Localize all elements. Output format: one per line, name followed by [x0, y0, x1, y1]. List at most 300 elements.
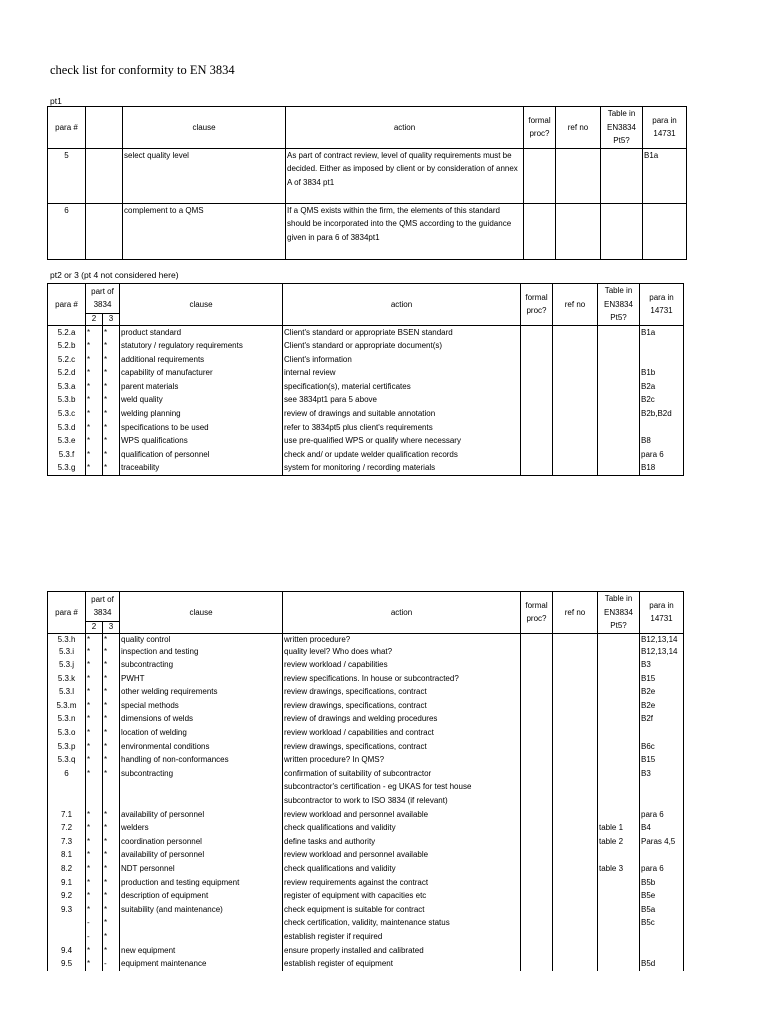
para-in-cell: [643, 203, 687, 259]
table-row: [48, 889, 684, 903]
clause-cell: description of equipment: [120, 889, 283, 903]
table-row: [48, 461, 684, 475]
refno-cell: [553, 448, 598, 462]
formal-cell: [521, 780, 553, 794]
table-ref-cell: [598, 658, 640, 672]
action-cell: subcontractor's certification - eg UKAS for test house: [283, 780, 521, 794]
para-in-cell: B2c: [640, 393, 684, 407]
para-in-cell: [640, 930, 684, 944]
clause-cell: environmental conditions: [120, 740, 283, 754]
formal-cell: [521, 889, 553, 903]
part3-cell: *: [103, 461, 120, 475]
para-cell: 5.3.b: [48, 393, 86, 407]
part2-cell: *: [86, 848, 103, 862]
part3-cell: *: [103, 821, 120, 835]
clause-cell: quality control: [120, 633, 283, 645]
refno-cell: [553, 753, 598, 767]
table-row: [48, 366, 684, 380]
section-label-pt1: pt1: [50, 96, 62, 106]
clause-cell: [120, 916, 283, 930]
refno-cell: [553, 325, 598, 339]
para-in-cell: B2a: [640, 380, 684, 394]
refno-cell: [553, 366, 598, 380]
table-ref-cell: table 2: [598, 835, 640, 849]
table-row: [48, 903, 684, 917]
clause-cell: other welding requirements: [120, 685, 283, 699]
header-part3: 3: [103, 621, 120, 633]
action-cell: If a QMS exists within the firm, the elements of this standard should be incorporated into the QMS according to the guidance given in para 6 of 3834pt1: [286, 203, 524, 259]
part2-cell: *: [86, 753, 103, 767]
formal-cell: [521, 957, 553, 971]
header-table-in: Table in EN3834 Pt5?: [598, 284, 640, 326]
formal-cell: [521, 685, 553, 699]
clause-cell: dimensions of welds: [120, 712, 283, 726]
part3-cell: *: [103, 658, 120, 672]
table-row: [48, 848, 684, 862]
para-cell: 7.3: [48, 835, 86, 849]
para-cell: 5.3.e: [48, 434, 86, 448]
part3-cell: -: [103, 957, 120, 971]
refno-cell: [553, 645, 598, 659]
part2-cell: *: [86, 353, 103, 367]
refno-cell: [553, 957, 598, 971]
header-para: para #: [48, 592, 86, 634]
action-cell: Client's standard or appropriate document(s): [283, 339, 521, 353]
table-ref-cell: [598, 889, 640, 903]
header-refno: ref no: [553, 592, 598, 634]
refno-cell: [553, 862, 598, 876]
header-para: para #: [48, 107, 86, 149]
part2-cell: *: [86, 726, 103, 740]
table-ref-cell: [598, 633, 640, 645]
para-in-cell: B2f: [640, 712, 684, 726]
action-cell: specification(s), material certificates: [283, 380, 521, 394]
action-cell: establish register of equipment: [283, 957, 521, 971]
refno-cell: [553, 794, 598, 808]
part3-cell: *: [103, 944, 120, 958]
action-cell: quality level? Who does what?: [283, 645, 521, 659]
refno-cell: [553, 767, 598, 781]
part2-cell: *: [86, 699, 103, 713]
para-cell: 9.3: [48, 903, 86, 917]
formal-cell: [521, 903, 553, 917]
para-in-cell: [640, 353, 684, 367]
refno-cell: [553, 393, 598, 407]
table-ref-cell: [598, 944, 640, 958]
action-cell: review requirements against the contract: [283, 876, 521, 890]
table-row: [48, 203, 687, 259]
clause-cell: product standard: [120, 325, 283, 339]
action-cell: refer to 3834pt5 plus client's requirements: [283, 421, 521, 435]
table-ref-cell: [598, 366, 640, 380]
action-cell: written procedure?: [283, 633, 521, 645]
table-ref-cell: [598, 699, 640, 713]
formal-cell: [524, 148, 556, 203]
part2-cell: [86, 794, 103, 808]
part2-cell: *: [86, 325, 103, 339]
clause-cell: specifications to be used: [120, 421, 283, 435]
part3-cell: *: [103, 366, 120, 380]
header-action: action: [286, 107, 524, 149]
part3-cell: *: [103, 848, 120, 862]
para-in-cell: [640, 726, 684, 740]
table-ref-cell: [598, 930, 640, 944]
action-cell: review workload and personnel available: [283, 848, 521, 862]
table-row: [48, 862, 684, 876]
part3-cell: *: [103, 876, 120, 890]
refno-cell: [553, 876, 598, 890]
para-cell: [48, 794, 86, 808]
part2-cell: -: [86, 930, 103, 944]
part2-cell: *: [86, 393, 103, 407]
header-table-in: Table in EN3834 Pt5?: [598, 592, 640, 634]
para-cell: 6: [48, 767, 86, 781]
action-cell: system for monitoring / recording materials: [283, 461, 521, 475]
table-ref-cell: [598, 780, 640, 794]
table-row: [48, 448, 684, 462]
formal-cell: [521, 848, 553, 862]
table-row: [48, 672, 684, 686]
formal-cell: [521, 876, 553, 890]
header-table-in: Table in EN3834 Pt5?: [601, 107, 643, 149]
header-formal: formal proc?: [521, 284, 553, 326]
formal-cell: [521, 930, 553, 944]
para-in-cell: B2b,B2d: [640, 407, 684, 421]
para-in-cell: B3: [640, 658, 684, 672]
refno-cell: [553, 889, 598, 903]
table-ref-cell: [598, 461, 640, 475]
refno-cell: [553, 903, 598, 917]
header-refno: ref no: [553, 284, 598, 326]
table-ref-cell: [598, 848, 640, 862]
formal-cell: [521, 672, 553, 686]
refno-cell: [553, 421, 598, 435]
clause-cell: PWHT: [120, 672, 283, 686]
para-in-cell: [640, 780, 684, 794]
formal-cell: [521, 448, 553, 462]
table-ref-cell: [598, 380, 640, 394]
part2-cell: *: [86, 407, 103, 421]
part3-cell: *: [103, 712, 120, 726]
part2-cell: *: [86, 658, 103, 672]
refno-cell: [553, 461, 598, 475]
action-cell: ensure properly installed and calibrated: [283, 944, 521, 958]
refno-cell: [553, 685, 598, 699]
refno-cell: [553, 699, 598, 713]
refno-cell: [553, 339, 598, 353]
clause-cell: [120, 794, 283, 808]
clause-cell: complement to a QMS: [123, 203, 286, 259]
action-cell: review specifications. In house or subcontracted?: [283, 672, 521, 686]
action-cell: review workload / capabilities and contract: [283, 726, 521, 740]
para-in-cell: B12,13,14: [640, 645, 684, 659]
formal-cell: [521, 325, 553, 339]
part3-cell: *: [103, 633, 120, 645]
clause-cell: location of welding: [120, 726, 283, 740]
part3-cell: *: [103, 808, 120, 822]
table-row: [48, 835, 684, 849]
para-cell: 5.3.q: [48, 753, 86, 767]
refno-cell: [553, 353, 598, 367]
part2-cell: -: [86, 916, 103, 930]
table-ref-cell: [598, 753, 640, 767]
clause-cell: equipment maintenance: [120, 957, 283, 971]
part2-cell: *: [86, 808, 103, 822]
para-in-cell: Paras 4,5: [640, 835, 684, 849]
part2-cell: *: [86, 712, 103, 726]
action-cell: Client's standard or appropriate BSEN standard: [283, 325, 521, 339]
action-cell: establish register if required: [283, 930, 521, 944]
formal-cell: [521, 339, 553, 353]
para-in-cell: para 6: [640, 448, 684, 462]
header-action: action: [283, 284, 521, 326]
action-cell: check qualifications and validity: [283, 821, 521, 835]
clause-cell: subcontracting: [120, 767, 283, 781]
para-in-cell: [640, 944, 684, 958]
pt2-3-table-continued: [47, 591, 684, 971]
para-cell: 9.2: [48, 889, 86, 903]
action-cell: review drawings, specifications, contract: [283, 685, 521, 699]
table-row: [48, 957, 684, 971]
table-ref-cell: [598, 740, 640, 754]
table-ref-cell: [598, 767, 640, 781]
clause-cell: [120, 780, 283, 794]
clause-cell: welding planning: [120, 407, 283, 421]
para-in-cell: B5c: [640, 916, 684, 930]
table-row: [48, 325, 684, 339]
formal-cell: [521, 767, 553, 781]
header-para: para #: [48, 284, 86, 326]
part3-cell: *: [103, 672, 120, 686]
refno-cell: [553, 434, 598, 448]
table-row: [48, 353, 684, 367]
refno-cell: [553, 633, 598, 645]
part2-cell: *: [86, 740, 103, 754]
action-cell: check and/ or update welder qualification records: [283, 448, 521, 462]
formal-cell: [521, 658, 553, 672]
part2-cell: *: [86, 957, 103, 971]
action-cell: As part of contract review, level of quality requirements must be decided. Either as imposed by client or by consideration of annex A of 3834 pt1: [286, 148, 524, 203]
part3-cell: *: [103, 699, 120, 713]
section-label-pt2-3: pt2 or 3 (pt 4 not considered here): [50, 270, 179, 280]
part2-cell: *: [86, 862, 103, 876]
refno-cell: [553, 848, 598, 862]
table-row: [48, 380, 684, 394]
table-ref-cell: [598, 393, 640, 407]
table-row: [48, 645, 684, 659]
para-in-cell: B1b: [640, 366, 684, 380]
formal-cell: [521, 699, 553, 713]
para-in-cell: [640, 421, 684, 435]
part2-cell: *: [86, 633, 103, 645]
table-row: [48, 407, 684, 421]
table-ref-cell: [598, 407, 640, 421]
para-in-cell: [640, 848, 684, 862]
table-row: [48, 753, 684, 767]
part2-cell: [86, 780, 103, 794]
table-row: [48, 916, 684, 930]
table-ref-cell: [598, 421, 640, 435]
table-ref-cell: [598, 325, 640, 339]
clause-cell: welders: [120, 821, 283, 835]
formal-cell: [521, 740, 553, 754]
para-in-cell: [640, 794, 684, 808]
para-cell: 5.3.f: [48, 448, 86, 462]
para-in-cell: B5d: [640, 957, 684, 971]
refno-cell: [553, 712, 598, 726]
clause-cell: WPS qualifications: [120, 434, 283, 448]
table-ref-cell: [598, 434, 640, 448]
para-cell: 5.3.d: [48, 421, 86, 435]
part3-cell: *: [103, 726, 120, 740]
refno-cell: [556, 203, 601, 259]
formal-cell: [521, 353, 553, 367]
table-ref-cell: [598, 448, 640, 462]
para-cell: 9.4: [48, 944, 86, 958]
refno-cell: [553, 944, 598, 958]
clause-cell: traceability: [120, 461, 283, 475]
header-formal: formal proc?: [524, 107, 556, 149]
para-in-cell: B1a: [640, 325, 684, 339]
action-cell: register of equipment with capacities etc: [283, 889, 521, 903]
part3-cell: *: [103, 740, 120, 754]
header-para-in: para in 14731: [640, 592, 684, 634]
table-ref-cell: [598, 685, 640, 699]
para-cell: 5.3.g: [48, 461, 86, 475]
para-in-cell: B18: [640, 461, 684, 475]
para-in-cell: para 6: [640, 862, 684, 876]
refno-cell: [553, 672, 598, 686]
para-in-cell: B12,13,14: [640, 633, 684, 645]
part3-cell: *: [103, 407, 120, 421]
clause-cell: NDT personnel: [120, 862, 283, 876]
table-ref-cell: [598, 353, 640, 367]
formal-cell: [521, 753, 553, 767]
part3-cell: *: [103, 753, 120, 767]
table-row: [48, 699, 684, 713]
clause-cell: subcontracting: [120, 658, 283, 672]
action-cell: review workload and personnel available: [283, 808, 521, 822]
header-part2: 2: [86, 313, 103, 325]
table-ref-cell: [598, 712, 640, 726]
header-part3: 3: [103, 313, 120, 325]
para-in-cell: B2e: [640, 699, 684, 713]
para-cell: 5.3.j: [48, 658, 86, 672]
action-cell: internal review: [283, 366, 521, 380]
action-cell: check certification, validity, maintenance status: [283, 916, 521, 930]
clause-cell: capability of manufacturer: [120, 366, 283, 380]
clause-cell: weld quality: [120, 393, 283, 407]
table-row: [48, 712, 684, 726]
table-ref-cell: [601, 148, 643, 203]
clause-cell: special methods: [120, 699, 283, 713]
para-cell: 5.3.c: [48, 407, 86, 421]
part2-cell: *: [86, 889, 103, 903]
part2-cell: *: [86, 339, 103, 353]
clause-cell: parent materials: [120, 380, 283, 394]
para-cell: [48, 930, 86, 944]
action-cell: confirmation of suitability of subcontractor: [283, 767, 521, 781]
para-cell: 8.1: [48, 848, 86, 862]
header-para-in: para in 14731: [643, 107, 687, 149]
para-cell: 9.1: [48, 876, 86, 890]
table-ref-cell: [598, 916, 640, 930]
table-row: [48, 434, 684, 448]
action-cell: define tasks and authority: [283, 835, 521, 849]
table-ref-cell: [598, 672, 640, 686]
refno-cell: [553, 380, 598, 394]
refno-cell: [553, 821, 598, 835]
clause-cell: new equipment: [120, 944, 283, 958]
header-part-of: part of 3834: [86, 284, 120, 314]
part3-cell: *: [103, 903, 120, 917]
clause-cell: availability of personnel: [120, 808, 283, 822]
header-clause: clause: [120, 592, 283, 634]
table-row: [48, 876, 684, 890]
part3-cell: *: [103, 353, 120, 367]
para-in-cell: B15: [640, 753, 684, 767]
clause-cell: statutory / regulatory requirements: [120, 339, 283, 353]
para-cell: 5.3.o: [48, 726, 86, 740]
formal-cell: [521, 461, 553, 475]
clause-cell: coordination personnel: [120, 835, 283, 849]
header-para-in: para in 14731: [640, 284, 684, 326]
para-cell: 5.3.p: [48, 740, 86, 754]
para-cell: 5.3.l: [48, 685, 86, 699]
part3-cell: *: [103, 645, 120, 659]
action-cell: subcontractor to work to ISO 3834 (if relevant): [283, 794, 521, 808]
para-in-cell: B5b: [640, 876, 684, 890]
table-ref-cell: [598, 903, 640, 917]
action-cell: use pre-qualified WPS or qualify where necessary: [283, 434, 521, 448]
clause-cell: [120, 930, 283, 944]
header-part2: 2: [86, 621, 103, 633]
part3-cell: *: [103, 862, 120, 876]
formal-cell: [521, 407, 553, 421]
part3-cell: *: [103, 916, 120, 930]
part3-cell: *: [103, 393, 120, 407]
formal-cell: [521, 712, 553, 726]
formal-cell: [521, 633, 553, 645]
refno-cell: [553, 808, 598, 822]
table-row: [48, 339, 684, 353]
para-cell: 5.2.a: [48, 325, 86, 339]
clause-cell: inspection and testing: [120, 645, 283, 659]
part2-cell: *: [86, 380, 103, 394]
action-cell: review workload / capabilities: [283, 658, 521, 672]
para-cell: 5.3.m: [48, 699, 86, 713]
table-row: [48, 148, 687, 203]
formal-cell: [521, 944, 553, 958]
blank-cell: [86, 203, 123, 259]
part2-cell: *: [86, 685, 103, 699]
part2-cell: *: [86, 461, 103, 475]
para-in-cell: B8: [640, 434, 684, 448]
table-row: [48, 808, 684, 822]
part3-cell: *: [103, 380, 120, 394]
action-cell: review of drawings and welding procedures: [283, 712, 521, 726]
para-cell: 5.2.b: [48, 339, 86, 353]
para-cell: 5.2.d: [48, 366, 86, 380]
table-ref-cell: table 3: [598, 862, 640, 876]
part3-cell: *: [103, 767, 120, 781]
para-cell: 7.1: [48, 808, 86, 822]
clause-cell: production and testing equipment: [120, 876, 283, 890]
formal-cell: [521, 916, 553, 930]
para-cell: 7.2: [48, 821, 86, 835]
refno-cell: [553, 930, 598, 944]
table-row: [48, 930, 684, 944]
